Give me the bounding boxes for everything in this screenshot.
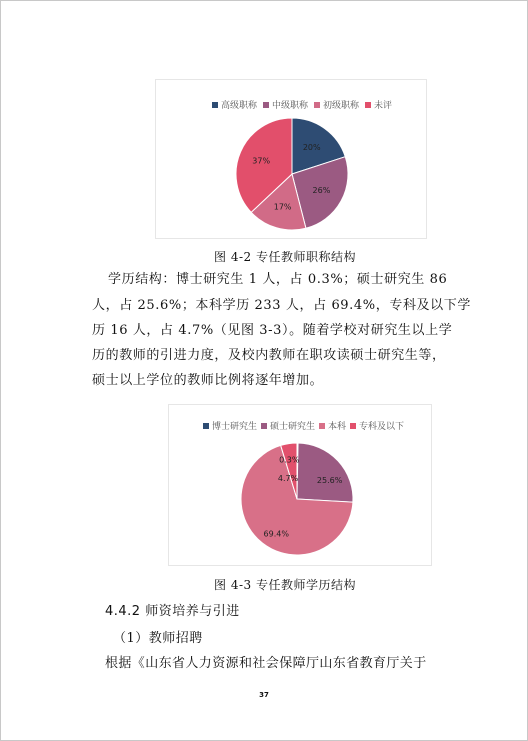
legend-swatch-0 — [203, 423, 209, 429]
paragraph-line-2: 人，占 25.6%；本科学历 233 人，占 69.4%，专科及以下学 — [92, 298, 471, 313]
education-structure-pie-svg — [169, 405, 431, 565]
legend-swatch-2 — [319, 423, 325, 429]
legend-swatch-1 — [261, 423, 267, 429]
pie-data-label-3: 37% — [252, 156, 271, 166]
title-structure-pie-svg — [156, 80, 426, 238]
pie-slice-1 — [297, 443, 353, 502]
paragraph-line-5: 硕士以上学位的教师比例将逐年增加。 — [92, 373, 324, 388]
legend-label-2: 初级职称 — [323, 101, 360, 111]
pie-data-label-0: 0.3% — [279, 455, 300, 465]
legend-label-3: 未评 — [374, 101, 393, 111]
section-heading: 4.4.2 师资培养与引进 — [105, 604, 240, 619]
legend-label-0: 高级职称 — [221, 101, 258, 111]
legend-swatch-3 — [350, 423, 356, 429]
pie-data-label-3: 4.7% — [277, 473, 299, 483]
pie-data-label-0: 20% — [302, 142, 321, 152]
legend-swatch-2 — [314, 102, 320, 108]
title-structure-chart — [155, 79, 427, 239]
page-number: 37 — [259, 691, 269, 699]
paragraph-line-4: 历的教师的引进力度，及校内教师在职攻读硕士研究生等， — [92, 348, 446, 363]
legend-swatch-3 — [365, 102, 371, 108]
pie-data-label-2: 17% — [273, 202, 292, 212]
education-structure-chart — [168, 404, 432, 566]
legend-label-1: 中级职称 — [272, 101, 309, 111]
legend-label-2: 本科 — [328, 422, 347, 432]
legend-label-1: 硕士研究生 — [270, 422, 316, 432]
paragraph-line-3: 历 16 人，占 4.7%（见图 3-3）。随着学校对研究生以上学 — [92, 323, 453, 338]
body-paragraph-start: 根据《山东省人力资源和社会保障厅山东省教育厅关于 — [105, 656, 427, 671]
pie-data-label-1: 26% — [312, 186, 331, 196]
sub-heading: （1）教师招聘 — [113, 631, 203, 646]
legend-label-3: 专科及以下 — [359, 422, 405, 432]
legend-swatch-0 — [212, 102, 218, 108]
figure-caption-4-2: 图 4-2 专任教师职称结构 — [214, 250, 356, 264]
pie-data-label-2: 69.4% — [263, 529, 289, 539]
pie-data-label-1: 25.6% — [316, 476, 343, 486]
legend-swatch-1 — [263, 102, 269, 108]
figure-caption-4-3: 图 4-3 专任教师学历结构 — [214, 578, 356, 592]
legend-label-0: 博士研究生 — [212, 422, 258, 432]
paragraph-line-1: 学历结构：博士研究生 1 人，占 0.3%；硕士研究生 86 — [108, 272, 448, 287]
